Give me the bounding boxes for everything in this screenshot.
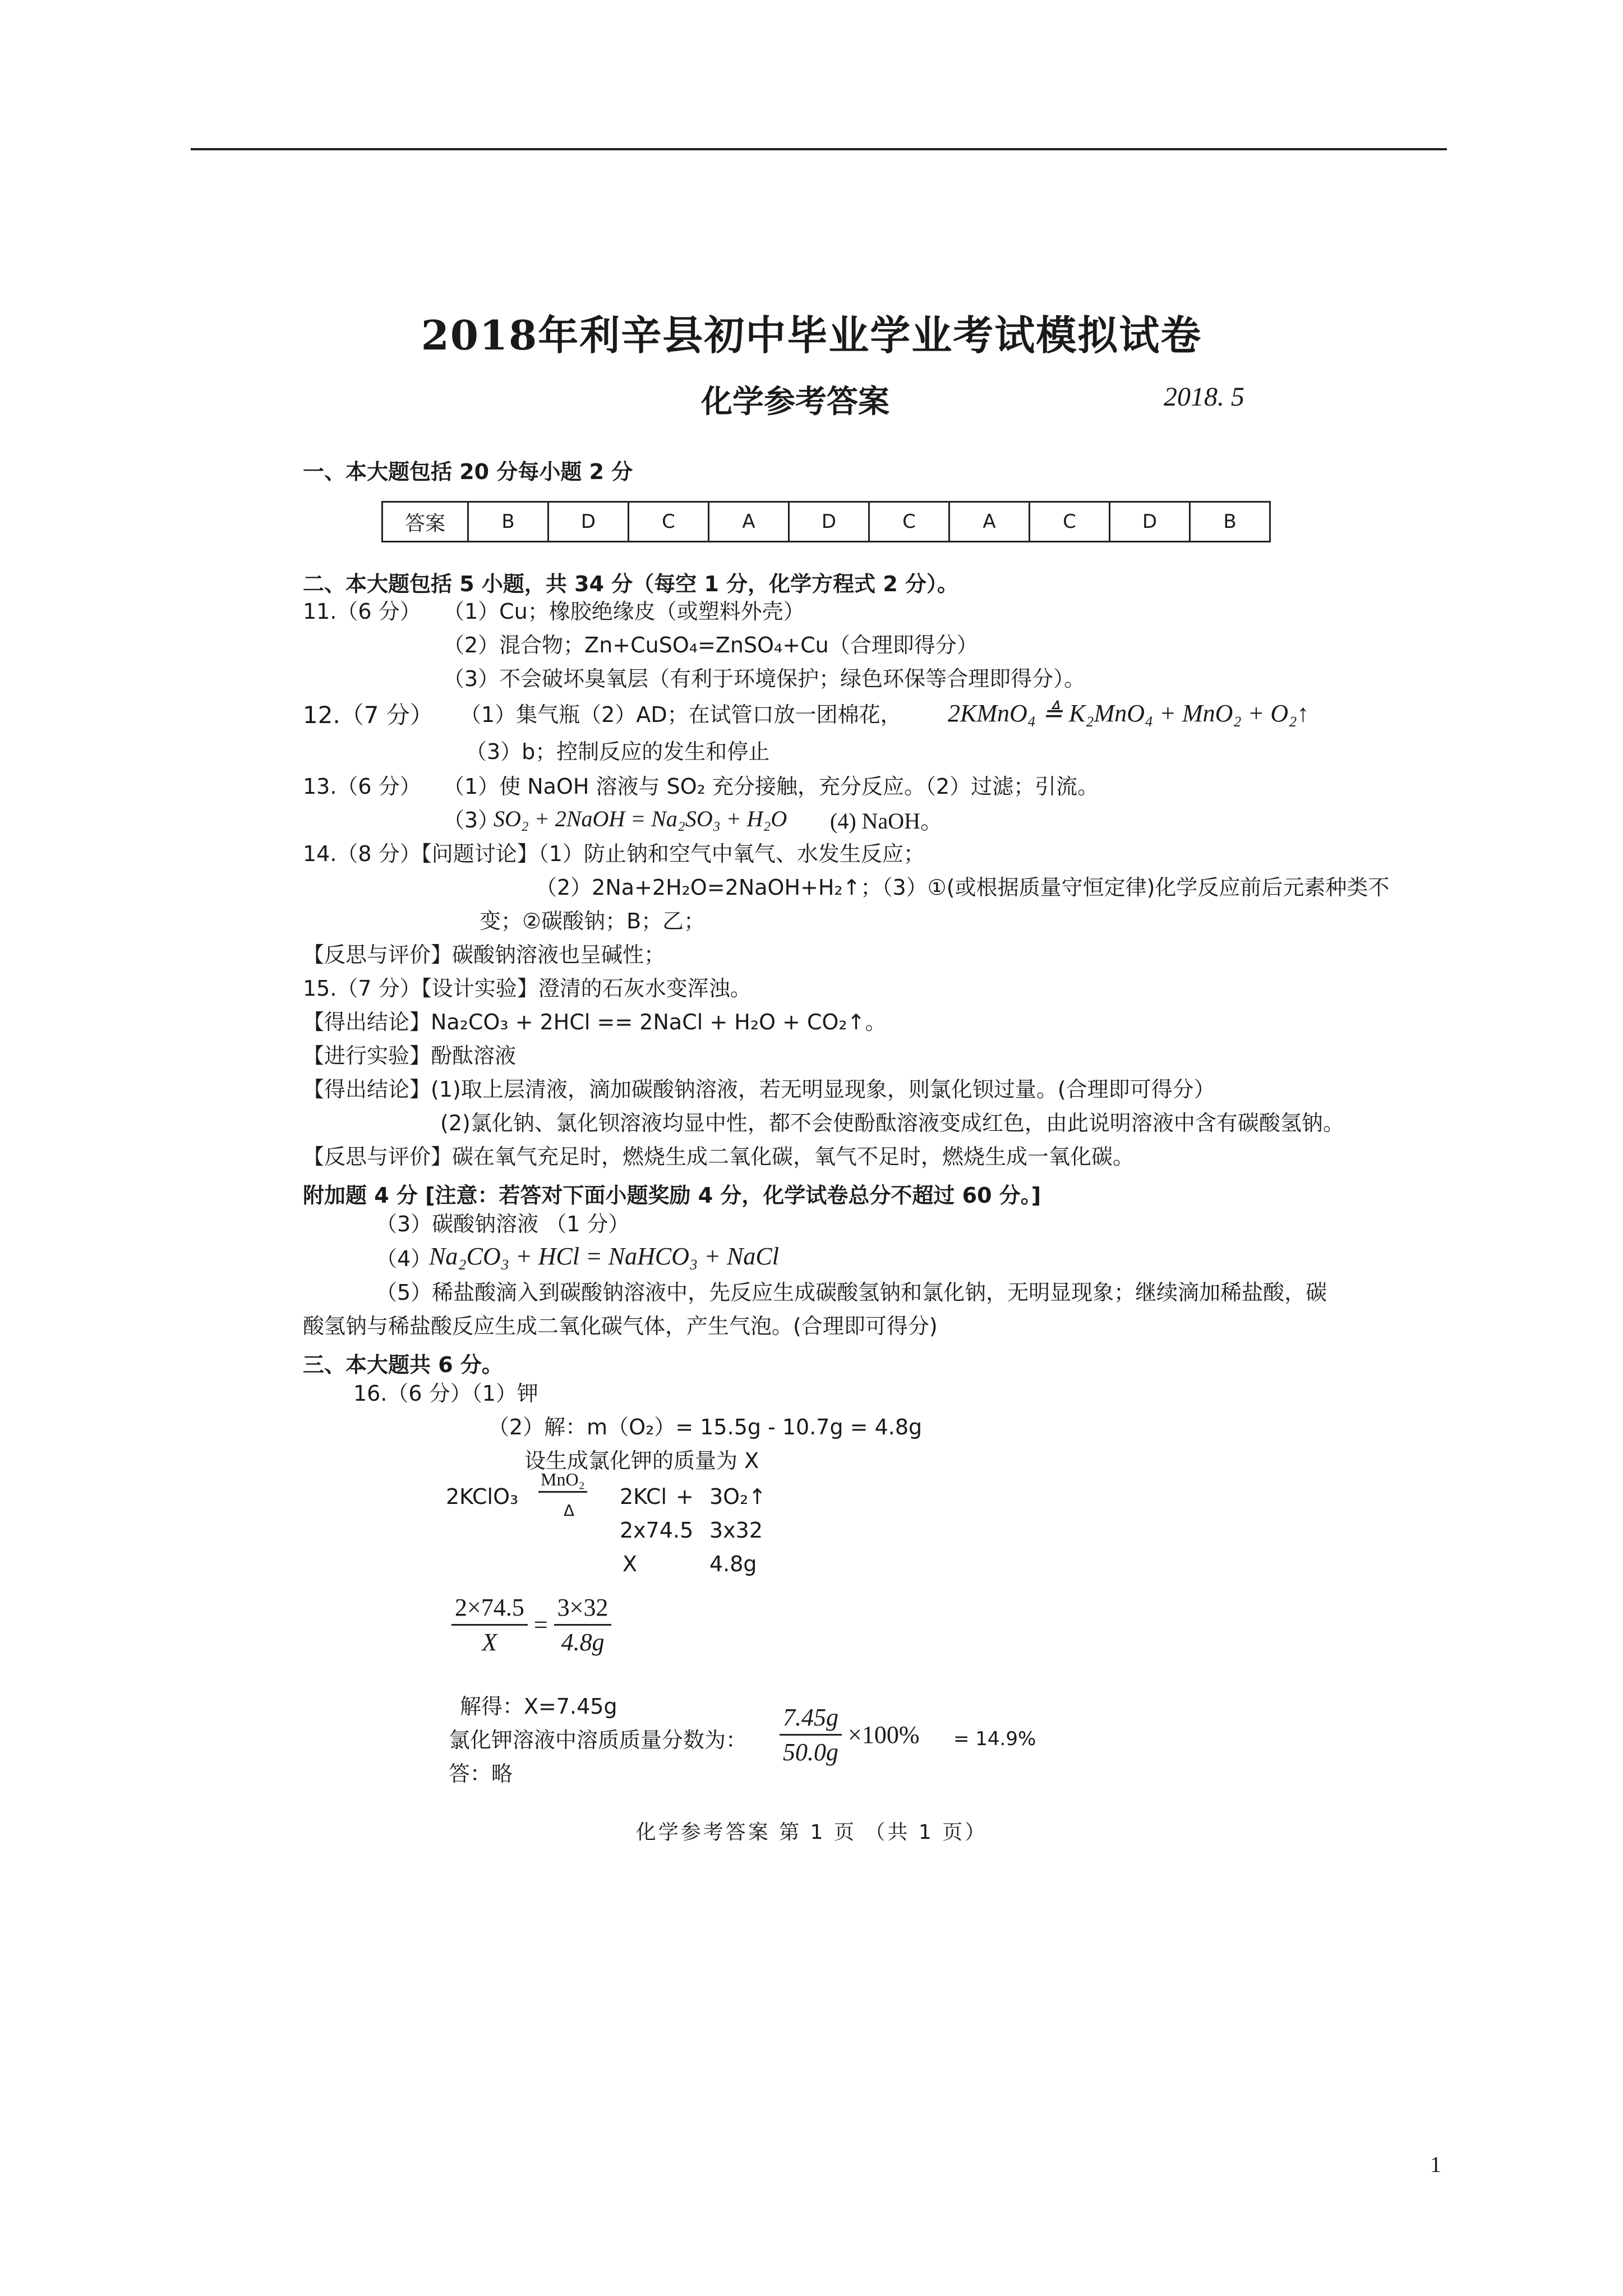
fraction [780, 1703, 842, 1766]
answer-cell: D [789, 502, 869, 542]
proportion-equation [451, 1593, 611, 1657]
bonus-equation: Na₂CO₃ + HCl = NaHCO₃ + NaCl [429, 1243, 779, 1270]
bonus-line: （4） [376, 1246, 432, 1271]
q13-equation: SO₂ + 2NaOH = Na₂SO₃ + H₂O [494, 806, 787, 831]
denominator: 4.8g [561, 1628, 605, 1656]
reactant: 2KClO₃ [446, 1484, 519, 1509]
numerator: 7.45g [780, 1703, 842, 1736]
oxygen-mass: 4.8g [709, 1552, 757, 1576]
numerator: 3×32 [554, 1593, 612, 1626]
q15-line: 【得出结论】Na₂CO₃ + 2HCl == 2NaCl + H₂O + CO₂↑。 [303, 1010, 887, 1034]
molar-mass: 3x32 [709, 1518, 763, 1543]
answer-cell: C [629, 502, 709, 542]
q15-line: (2)氯化钠、氯化钡溶液均显中性，都不会使酚酞溶液变成红色，由此说明溶液中含有碳酸氢钠。 [440, 1111, 1344, 1135]
catalyst: MnO₂ [538, 1469, 587, 1493]
answer-cell: B [468, 502, 548, 542]
mass-fraction-expression [780, 1703, 919, 1766]
denominator: 50.0g [783, 1738, 838, 1766]
page-number: 1 [1430, 2152, 1441, 2177]
section2-heading: 二、本大题包括 5 小题，共 34 分（每空 1 分，化学方程式 2 分）。 [303, 572, 959, 596]
q16-answer: 答：略 [449, 1761, 513, 1786]
answer-cell: A [709, 502, 789, 542]
q11-line: （1）Cu；橡胶绝缘皮（或塑料外壳） [443, 599, 805, 624]
q11-line: （3）不会破坏臭氧层（有利于环境保护；绿色环保等合理即得分）。 [443, 666, 1086, 691]
q11-line: （2）混合物；Zn+CuSO₄=ZnSO₄+Cu（合理即得分） [443, 633, 978, 657]
product: 3O₂↑ [709, 1484, 767, 1509]
denominator: X [482, 1628, 497, 1656]
answer-cell: C [869, 502, 949, 542]
q14-line: （2）2Na+2H₂O=2NaOH+H₂↑；（3）①(或根据质量守恒定律)化学反应前后元素种类不 [536, 875, 1390, 900]
answer-table [381, 501, 1271, 542]
fraction [451, 1593, 528, 1657]
page-title: 2018年利辛县初中毕业学业考试模拟试卷 [421, 311, 1202, 359]
answer-cell: B [1190, 502, 1270, 542]
exam-date: 2018. 5 [1164, 382, 1244, 412]
q14-line: 变；②碳酸钠；B；乙； [479, 909, 706, 933]
answer-cell: D [1110, 502, 1190, 542]
bonus-heading: 附加题 4 分 [注意：若答对下面小题奖励 4 分，化学试卷总分不超过 60 分。] [303, 1183, 1041, 1208]
numerator: 2×74.5 [451, 1593, 528, 1626]
q14-head: 14.（8 分）【问题讨论】（1）防止钠和空气中氧气、水发生反应； [303, 841, 925, 866]
q15-line: 15.（7 分）【设计实验】澄清的石灰水变浑浊。 [303, 976, 751, 1001]
bonus-line: （3）碳酸钠溶液 （1 分） [376, 1212, 630, 1236]
q16-line: 设生成氯化钾的质量为 X [524, 1448, 759, 1473]
q15-line: 【进行实验】酚酞溶液 [303, 1043, 517, 1068]
bonus-line: 酸氢钠与稀盐酸反应生成二氧化碳气体，产生气泡。(合理即可得分) [303, 1314, 938, 1338]
unknown-x: X [623, 1552, 638, 1576]
q15-line: 【得出结论】(1)取上层清液，滴加碳酸钠溶液，若无明显现象，则氯化钡过量。(合理即可得分） [303, 1077, 1215, 1102]
mass-fraction-result: = 14.9% [953, 1728, 1036, 1750]
q16-head: 16.（6 分）（1）钾 [353, 1381, 538, 1406]
molar-mass: 2x74.5 [620, 1518, 694, 1543]
q14-line: 【反思与评价】碳酸钠溶液也呈碱性； [303, 942, 666, 967]
q13-line: (4) NaOH。 [830, 808, 943, 834]
percent-multiplier: ×100% [848, 1721, 920, 1749]
answer-cell: C [1030, 502, 1110, 542]
q13-line: （1）使 NaOH 溶液与 SO₂ 充分接触，充分反应。（2）过滤；引流。 [443, 774, 1099, 799]
table-row [382, 502, 1270, 542]
q12-head: 12.（7 分） [303, 701, 434, 729]
answer-cell: D [548, 502, 629, 542]
bonus-line: （5）稀盐酸滴入到碳酸钠溶液中，先反应生成碳酸氢钠和氯化钠，无明显现象；继续滴加稀盐酸，碳 [376, 1280, 1327, 1305]
q12-equation: 2KMnO₄ ≜ K₂MnO₄ + MnO₂ + O₂↑ [948, 700, 1310, 727]
equals-sign: = [533, 1611, 548, 1639]
fraction [554, 1593, 612, 1657]
q16-solution: 解得：X=7.45g [460, 1694, 617, 1719]
heat-symbol: Δ [564, 1501, 575, 1520]
section1-heading: 一、本大题包括 20 分每小题 2 分 [303, 459, 633, 484]
page-subtitle: 化学参考答案 [701, 383, 889, 420]
header-rule [191, 148, 1447, 150]
q16-line: （2）解：m（O₂）= 15.5g - 10.7g = 4.8g [488, 1415, 923, 1439]
section3-heading: 三、本大题共 6 分。 [303, 1352, 503, 1377]
q15-line: 【反思与评价】碳在氧气充足时，燃烧生成二氧化碳，氧气不足时，燃烧生成一氧化碳。 [303, 1144, 1135, 1169]
q12-line: （1）集气瓶（2）AD；在试管口放一团棉花， [460, 702, 902, 727]
answer-label: 答案 [382, 502, 468, 542]
q13-head: 13.（6 分） [303, 774, 421, 799]
answer-cell: A [949, 502, 1030, 542]
page-footer: 化学参考答案 第 1 页 （共 1 页） [635, 1821, 988, 1844]
plus-sign: + [676, 1484, 694, 1509]
product: 2KCl [620, 1484, 667, 1509]
q13-line: （3） [443, 808, 500, 832]
q11-head: 11.（6 分） [303, 599, 421, 624]
q12-line: （3）b；控制反应的发生和停止 [465, 739, 770, 764]
mass-fraction-label: 氯化钾溶液中溶质质量分数为： [449, 1728, 748, 1752]
